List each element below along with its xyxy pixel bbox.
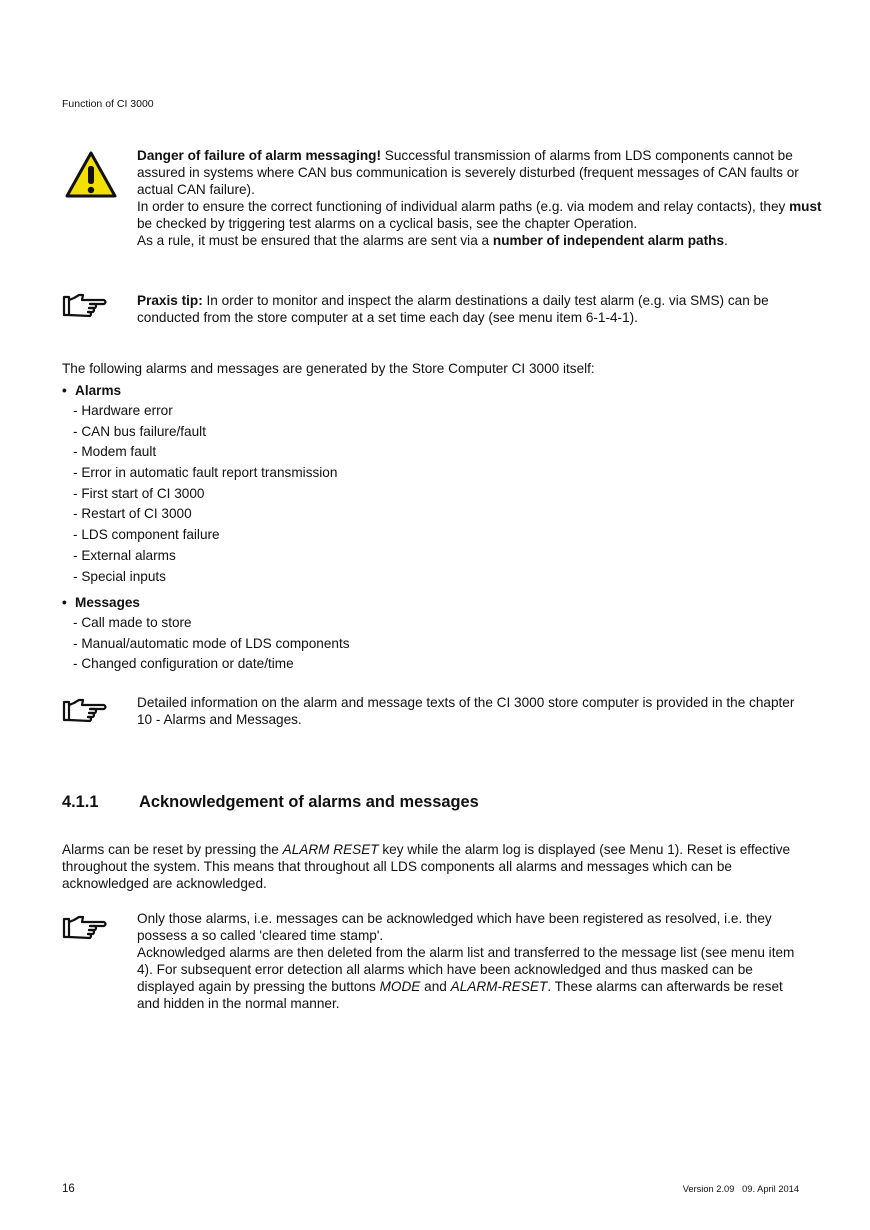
pointing-hand-icon [62, 292, 108, 318]
pointing-hand-icon [62, 914, 108, 940]
acknowledge-para2 [137, 944, 802, 1012]
section-text1: Alarms can be reset by pressing the [62, 842, 279, 857]
warning-triangle-icon [64, 150, 118, 200]
section-heading [62, 793, 479, 812]
list-item: - Manual/automatic mode of LDS components [62, 634, 350, 655]
warning-alarm-paths: number of independent alarm paths [492, 233, 725, 248]
mode-key: MODE [379, 979, 421, 994]
list-item: - First start of CI 3000 [62, 484, 337, 505]
alarm-reset-button-key: ALARM-RESET [450, 979, 548, 994]
messages-title: Messages [75, 595, 140, 610]
messages-list [62, 593, 350, 675]
page-number: 16 [62, 1183, 75, 1195]
list-item: - CAN bus failure/fault [62, 422, 337, 443]
intro-paragraph: The following alarms and messages are generated by the Store Computer CI 3000 itself: [62, 361, 595, 376]
warning-text3-end: . [724, 233, 728, 248]
section-number: 4.1.1 [62, 793, 99, 811]
warning-text3: As a rule, it must be ensured that the alarms are sent via a [137, 233, 490, 248]
warning-note [137, 147, 837, 249]
pointing-hand-icon [62, 697, 108, 723]
bullet: • [62, 383, 67, 398]
warning-title: Danger of failure of alarm messaging! [137, 148, 381, 163]
acknowledge-para2-start: Acknowledged alarms are then deleted from the alarm list and transferred to the message list (see menu item 4). For subsequent error detection all alarms which have been acknowledged and thus masked can be displayed again by pressing the buttons [137, 945, 795, 994]
alarms-list [62, 381, 337, 587]
list-item: - Error in automatic fault report transmission [62, 463, 337, 484]
list-item: - LDS component failure [62, 525, 337, 546]
warning-text1: Successful transmission of alarms from LDS components cannot be assured in systems where CAN bus communication is severely disturbed (frequent messages of CAN faults or actual CAN failure). [137, 148, 799, 197]
running-header: Function of CI 3000 [62, 98, 154, 110]
acknowledge-para1: Only those alarms, i.e. messages can be acknowledged which have been registered as resolved, i.e. they possess a so called 'cleared time stamp'. [137, 911, 772, 943]
list-item: - Modem fault [62, 442, 337, 463]
bullet: • [62, 595, 67, 610]
acknowledge-note [137, 910, 802, 1012]
detail-info-text: Detailed information on the alarm and message texts of the CI 3000 store computer is provided in the chapter 10 - Alarms and Messages. [137, 695, 795, 727]
alarms-heading [62, 381, 337, 401]
version-footer: Version 2.09 09. April 2014 [682, 1184, 799, 1194]
praxis-tip-text: In order to monitor and inspect the alarm destinations a daily test alarm (e.g. via SMS) can be conducted from the store computer at a set time each day (see menu item 6-1-4-1). [137, 293, 769, 325]
warning-must: must [789, 199, 822, 214]
warning-text2: In order to ensure the correct functioning of individual alarm paths (e.g. via modem and relay contacts), they [137, 199, 786, 214]
list-item: - Call made to store [62, 613, 350, 634]
list-item: - Changed configuration or date/time [62, 654, 350, 675]
and-word: and [424, 979, 447, 994]
detail-info-note [137, 694, 797, 728]
section-paragraph [62, 841, 802, 892]
acknowledge-para2-end: . These alarms can afterwards be reset and hidden in the normal manner. [137, 979, 783, 1011]
alarms-title: Alarms [75, 383, 122, 398]
list-item: - External alarms [62, 546, 337, 567]
section-text2: key while the alarm log is displayed (see Menu 1). Reset is effective throughout the system. This means that throughout all LDS components all alarms and messages which can be acknowledged are acknowledged. [62, 842, 791, 891]
list-item: - Hardware error [62, 401, 337, 422]
praxis-tip-label: Praxis tip: [137, 293, 203, 308]
list-item: - Special inputs [62, 567, 337, 588]
messages-heading [62, 593, 350, 613]
list-item: - Restart of CI 3000 [62, 504, 337, 525]
praxis-tip-note [137, 292, 797, 326]
alarm-reset-key: ALARM RESET [282, 842, 379, 857]
section-title: Acknowledgement of alarms and messages [139, 793, 479, 811]
warning-text2-end: be checked by triggering test alarms on a cyclical basis, see the chapter Operation. [137, 216, 638, 231]
